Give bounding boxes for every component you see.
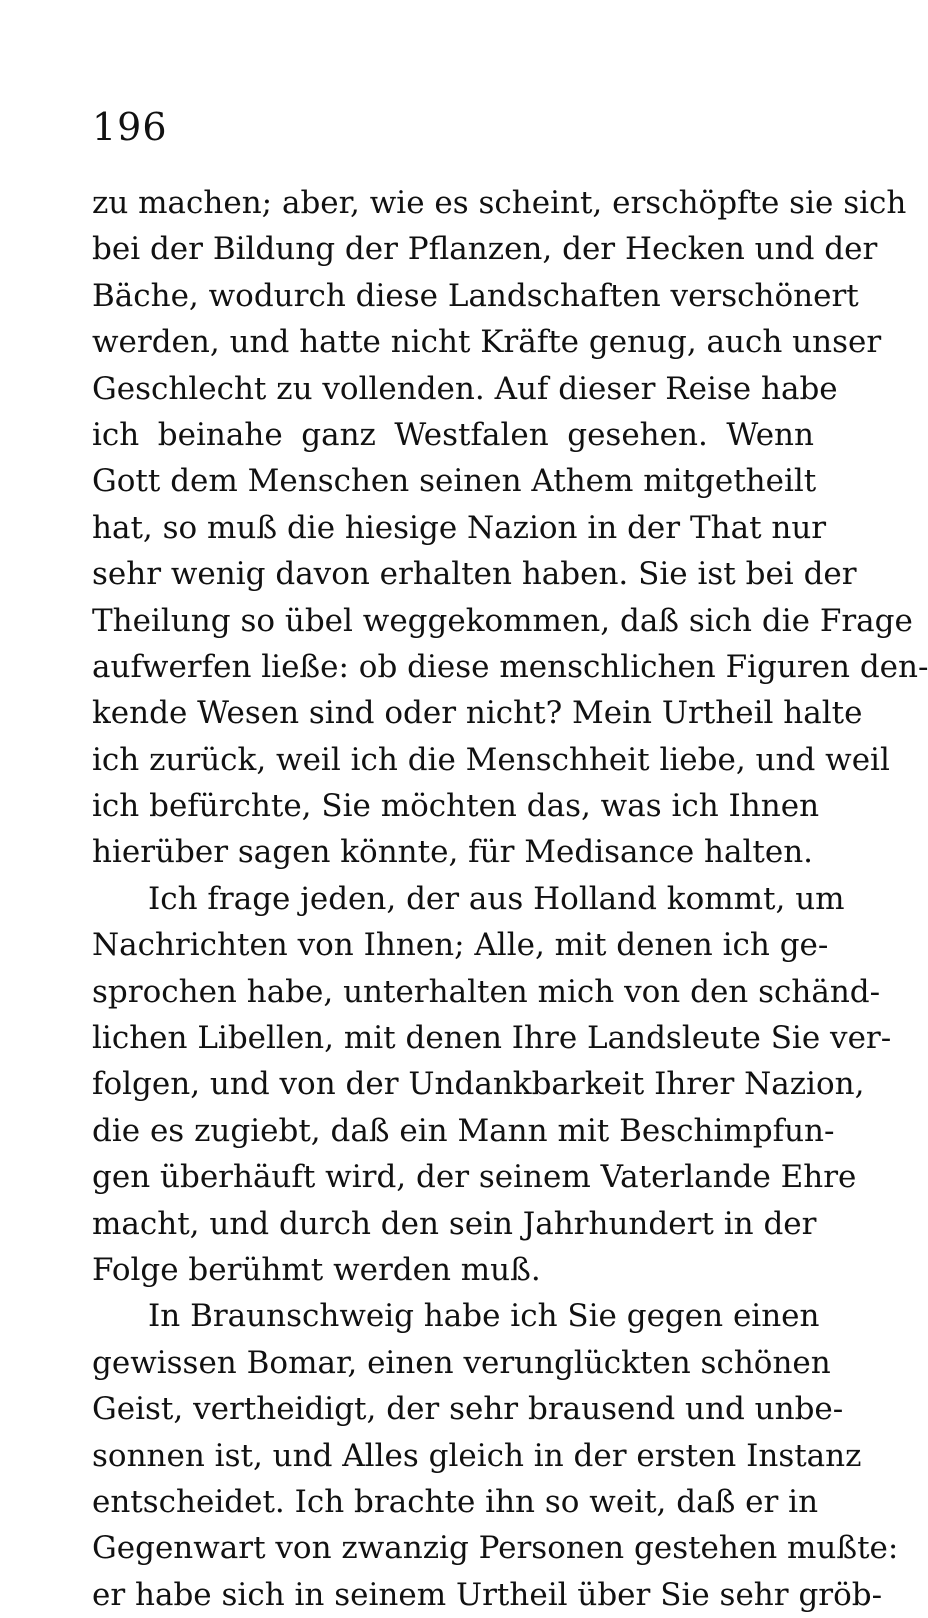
text-line: hierüber sagen könnte, für Medisance halten. [92,834,814,871]
text-line: Nachrichten von Ihnen; Alle, mit denen ich ge- [92,927,829,964]
text-line: macht, und durch den sein Jahrhundert in der [92,1205,817,1242]
text-line: Gott dem Menschen seinen Athem mitgetheilt [92,463,817,500]
text-line: sehr wenig davon erhalten haben. Sie ist bei der [92,556,857,593]
text-line: zu machen; aber, wie es scheint, erschöpfte sie sich [92,185,907,221]
text-line: Ich frage jeden, der aus Holland kommt, um [148,880,845,917]
text-line: Gegenwart von zwanzig Personen gestehen mußte: [92,1530,899,1567]
text-line: Geist, vertheidigt, der sehr brausend und unbe- [92,1391,844,1428]
text-line: folgen, und von der Undankbarkeit Ihrer Nazion, [92,1066,865,1103]
text-line: bei der Bildung der Pflanzen, der Hecken und der [92,231,878,268]
text-line: ich zurück, weil ich die Menschheit liebe, und weil [92,741,890,778]
text-line: werden, und hatte nicht Kräfte genug, auch unser [92,324,882,361]
text-line: aufwerfen ließe: ob diese menschlichen Figuren den- [92,648,928,685]
page-number: 196 [92,105,168,149]
text-line: gen überhäuft wird, der seinem Vaterlande Ehre [92,1159,857,1196]
body-text [92,180,928,1618]
text-line: sonnen ist, und Alles gleich in der ersten Instanz [92,1437,862,1474]
text-line: kende Wesen sind oder nicht? Mein Urtheil halte [92,695,863,732]
text-line: Theilung so übel weggekommen, daß sich die Frage [92,602,913,639]
text-line: Bäche, wodurch diese Landschaften verschönert [92,277,859,314]
text-line: entscheidet. Ich brachte ihn so weit, daß er in [92,1483,819,1520]
text-line: hat, so muß die hiesige Nazion in der That nur [92,509,827,546]
text-line: In Braunschweig habe ich Sie gegen einen [148,1298,820,1335]
text-line: ich befürchte, Sie möchten das, was ich Ihnen [92,788,820,825]
text-line: die es zugiebt, daß ein Mann mit Beschimpfun- [92,1112,835,1149]
text-line: ich beinahe ganz Westfalen gesehen. Wenn [92,416,814,453]
text-line: gewissen Bomar, einen verunglückten schönen [92,1344,831,1381]
text-line: er habe sich in seinem Urtheil über Sie sehr gröb- [92,1576,883,1613]
text-line: Folge berühmt werden muß. [92,1251,541,1288]
text-line: lichen Libellen, mit denen Ihre Landsleute Sie ver- [92,1020,892,1057]
text-line: Geschlecht zu vollenden. Auf dieser Reise habe [92,370,838,407]
text-line: sprochen habe, unterhalten mich von den schänd- [92,973,881,1010]
